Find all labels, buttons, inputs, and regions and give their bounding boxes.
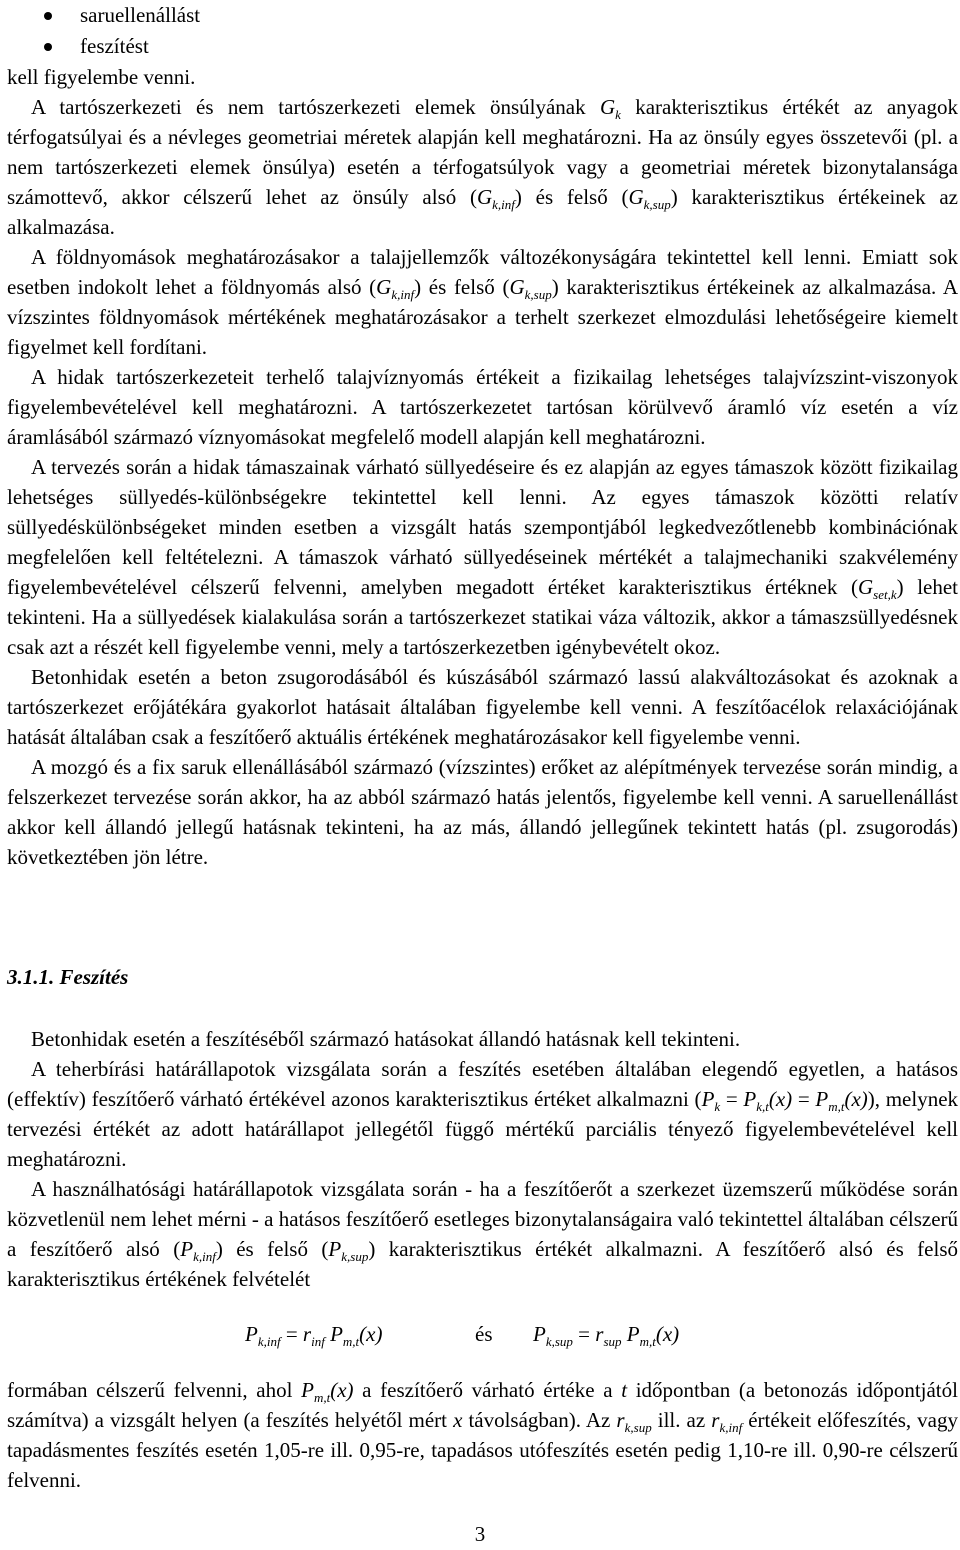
formula-upper: $P_{k,sup} = r_{sup}$ $P_{m,t}(x)$ [533,1322,680,1349]
paragraph-teherbirasi: A teherbírási határállapotok vizsgálata során a feszítés esetében általában elegendő egyetlen, a hatásos (effektív) feszítőerő várható értékével azonos karakterisztikus értéket alkalmazni $(P_k = P_{k,t}(x) = P_{m,t}(x))$, melynek tervezési értékét az adott határállapot jellegétől függő mértékű parciális tényező figyelembevételével kell meghatározni. [7,1057,959,1171]
bullet-item: feszítést [0,31,200,62]
paragraph-hasznalhatosagi: A használhatósági határállapotok vizsgálata során - ha a feszítőerőt a szerkezet üzemszerű működése során közvetlenül nem lehet mérni - a hatásos feszítőerő esetleges bizonytalanságaira való tekintettel általában célszerű a feszítőerő alsó $(P_{k,inf})$ és felső $(P_{k,sup})$ karakterisztikus értékét alkalmazni. A feszítőerő alsó és felső karakterisztikus értékének felvételét [7,1177,959,1291]
text-block-after-formula [7,1375,958,1495]
bullet-dot-icon [44,43,52,51]
paragraph-zsugorodas: Betonhidak esetén a beton zsugorodásából és kúszásából származó lassú alakváltozásokat és azoknak a tartószerkezet erőjátékára gyakorlot hatásait általában figyelembe kell venni. A feszítőacélok relaxációjának hatását általában csak a feszítőerő aktuális értékének meghatározásakor kell figyelembe venni. [7,665,958,749]
bullet-item: saruellenállást [0,0,200,31]
paragraph-formaban: formában célszerű felvenni, ahol $P_{m,t}(x)$ a feszítőerő várható értéke a t időpontban (a betonozás időpontjától számítva) a vizsgált helyen (a feszítés helyétől mért x távolságban). Az $r_{k,sup}$ ill. az $r_{k,inf}$ értékeit előfeszítés, vagy tapadásmentes feszítés esetén 1,05-re ill. 0,95-re, tapadásos utófeszítés esetén pedig 1,10-re ill. 0,90-re célszerű felvenni. [7,1378,958,1492]
formula-connector: és [475,1322,493,1346]
paragraph-foldnyomas: A földnyomások meghatározásakor a talajjellemzők változékonyságára tekintettel kell lenni. Emiatt sok esetben indokolt lehet a földnyomás alsó $(G_{k,inf})$ és felső $(G_{k,sup})$ karakterisztikus értékeinek az alkalmazása. A vízszintes földnyomások mértékének meghatározásakor a terhelt szerkezet elmozdulási lehetőségeire kiemelt figyelmet kell fordítani. [7,245,958,359]
page-number: 3 [474,1522,486,1546]
paragraph-sullyedes: A tervezés során a hidak támaszainak várható süllyedéseire és ez alapján az egyes támaszok között fizikailag lehetséges süllyedés-különbségekre tekintettel kell lenni. Az egyes támaszok közötti relatív süllyedéskülönbségeket minden esetben a vizsgált hatás szempontjából legkedvezőtlenebb kombinációnak megfelelően kell feltételezni. A támaszok várható süllyedéseinek mértékét a talajmechaniki szakvélemény figyelembevételével célszerű felvenni, amelyben megadott értéket karakterisztikus értéknek $(G_{set,k})$ lehet tekinteni. Ha a süllyedések kialakulása során a tartószerkezet statikai váza változik, akkor a támaszsüllyedésnek csak azt a részét kell figyelembe venni, mely a tartószerkezetben igénybevételt okoz. [7,455,959,659]
paragraph-feszites-allando: Betonhidak esetén a feszítéséből származó hatásokat állandó hatásnak kell tekinteni. [31,1027,741,1051]
paragraph-lead: kell figyelembe venni. [7,65,196,89]
text-block-top [7,62,958,872]
paragraph-talajviz: A hidak tartószerkezeteit terhelő talajvíznyomás értékeit a fizikailag lehetséges talajvízszint-viszonyok figyelembevételével kell meghatározni. A tartószerkezetet tartósan körülvevő áramló víz esetén a víz áramlásából származó víznyomásokat megfelelő modell alapján kell meghatározni. [7,365,958,449]
section-heading: 3.1.1. Feszítés [7,965,129,989]
bullet-list [0,0,200,62]
text-block-bottom [7,1024,958,1294]
formula-lower: $P_{k,inf} = r_{inf}$ $P_{m,t}(x)$ [245,1322,383,1349]
paragraph-onsuly: A tartószerkezeti és nem tartószerkezeti elemek önsúlyának $G_k$ karakterisztikus értékét az anyagok térfogatsúlyai és a névleges geometriai méretek alapján kell meghatározni. Ha az önsúly egyes összetevői (pl. a nem tartószerkezeti elemek önsúlya) esetén a térfogatsúlyok vagy a geometriai méretek bizonytalansága számottevő, akkor célszerű lehet az önsúly alsó $(G_{k,inf})$ és felső $(G_{k,sup})$ karakterisztikus értékeinek az alkalmazása. [7,95,958,239]
bullet-dot-icon [44,12,52,20]
paragraph-saruk: A mozgó és a fix saruk ellenállásából származó (vízszintes) erőket az alépítmények tervezése során mindig, a felszerkezet tervezése során akkor, ha az abból származó hatás jelentős, figyelembe kell venni. A saruellenállást akkor kell állandó jellegű hatásnak tekinteni, ha az más, állandó jellegűnek tekintett hatás (pl. zsugorodás) következtében jön létre. [7,755,958,869]
